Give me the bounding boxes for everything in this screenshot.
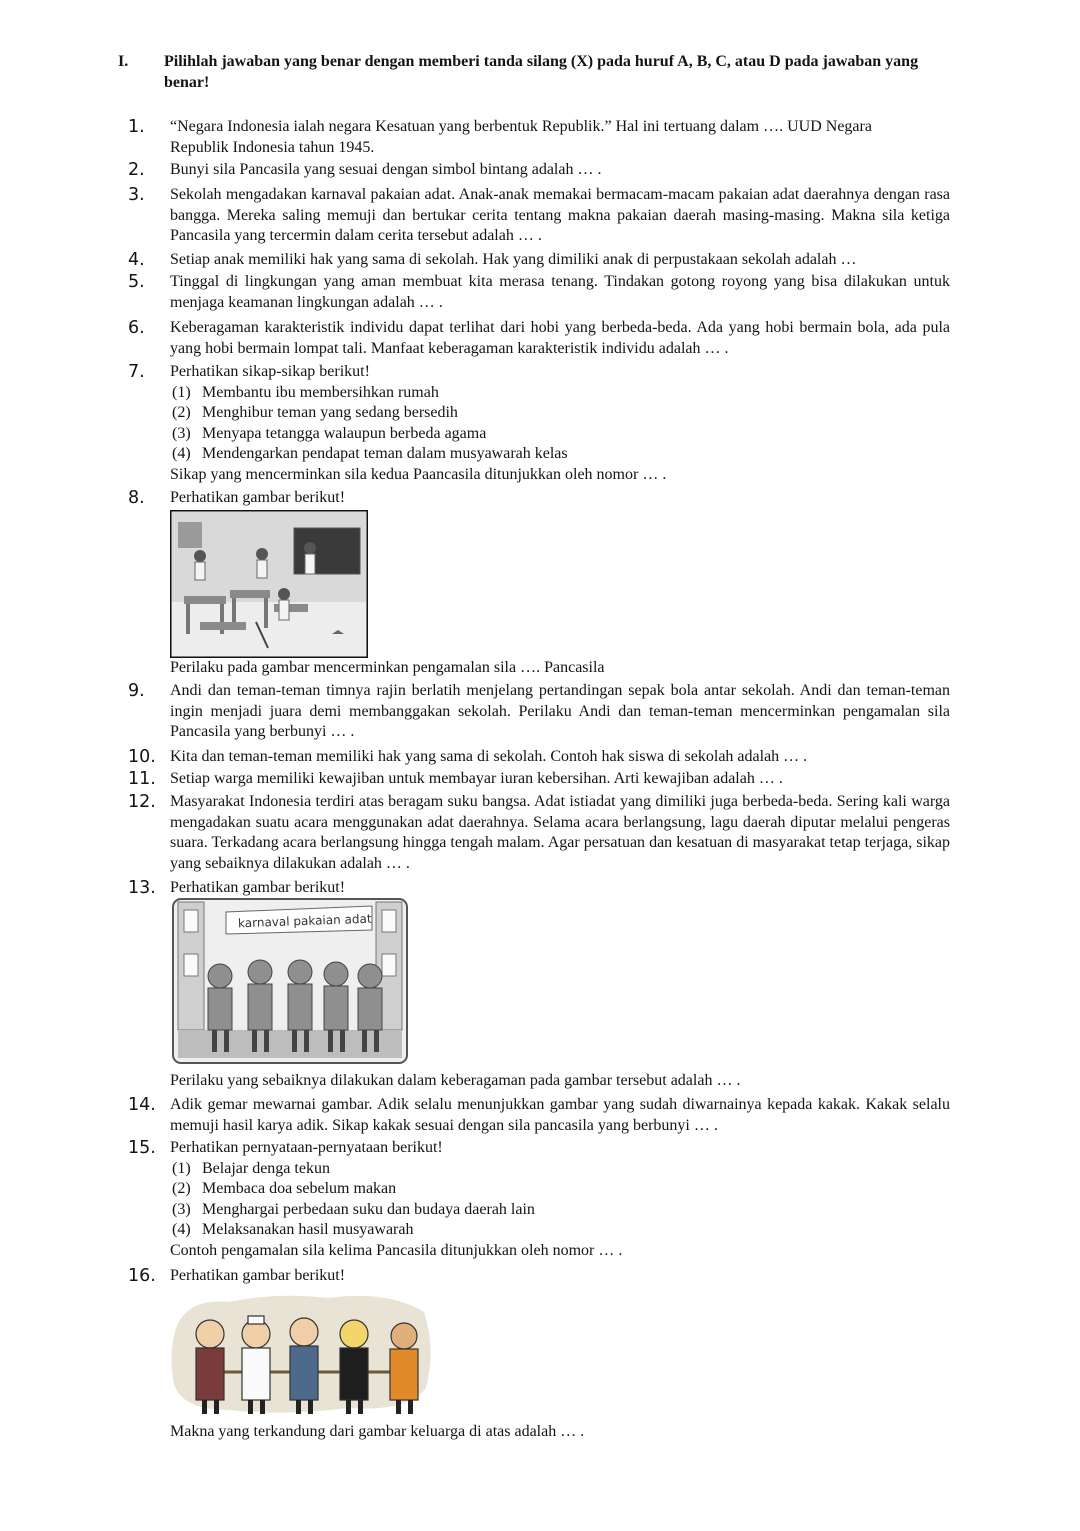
question-15 — [128, 1138, 950, 1261]
question-1 — [128, 117, 950, 158]
question-6 — [128, 318, 950, 359]
option-text: Membantu ibu membersihkan rumah — [202, 383, 439, 401]
section-instruction: Pilihlah jawaban yang benar dengan memberi tanda silang (X) pada huruf A, B, C, atau D pada jawaban yang benar! — [164, 53, 919, 91]
question-number: 13. — [128, 878, 156, 898]
question-text: Perhatikan pernyataan-pernyataan berikut! — [170, 1139, 443, 1156]
question-3 — [128, 185, 950, 247]
question-11 — [128, 769, 950, 790]
classroom-cleaning-illustration — [170, 510, 368, 665]
question-prompt: Sikap yang mencerminkan sila kedua Paancasila ditunjukkan oleh nomor … . — [170, 465, 667, 483]
question-13 — [128, 878, 950, 899]
question-prompt: Contoh pengamalan sila kelima Pancasila ditunjukkan oleh nomor … . — [170, 1241, 623, 1259]
option-text: Menghibur teman yang sedang bersedih — [202, 404, 458, 421]
question-text: Perhatikan gambar berikut! — [170, 1267, 346, 1284]
option-item — [170, 403, 950, 424]
question-9 — [128, 681, 950, 743]
question-number: 12. — [128, 792, 156, 812]
question-number: 5. — [128, 272, 145, 292]
question-number: 3. — [128, 185, 145, 205]
question-8-prompt — [128, 658, 950, 679]
question-text: Perhatikan gambar berikut! — [170, 879, 346, 896]
option-item — [170, 1220, 950, 1241]
option-number: (3) — [172, 424, 191, 442]
question-14 — [128, 1095, 950, 1136]
option-list — [170, 1159, 950, 1241]
question-16 — [128, 1266, 950, 1287]
question-text: “Negara Indonesia ialah negara Kesatuan yang berbentuk Republik.” Hal ini tertuang dalam …. UUD Negara Republik Indonesia tahun 1945. — [170, 118, 872, 156]
question-8 — [128, 488, 950, 509]
religious-diversity-illustration — [168, 1288, 438, 1429]
carnival-banner-text: karnaval pakaian adat — [237, 911, 372, 931]
question-text: Bunyi sila Pancasila yang sesuai dengan simbol bintang adalah … . — [170, 161, 602, 178]
question-text: Adik gemar mewarnai gambar. Adik selalu menunjukkan gambar yang sudah diwarnainya kepada kakak. Kakak selalu memuji hasil karya adik. Sikap kakak sesuai dengan sila pancasila yang berbunyi … . — [170, 1096, 950, 1134]
question-2 — [128, 160, 950, 181]
question-number: 6. — [128, 318, 145, 338]
option-number: (1) — [172, 383, 191, 401]
question-text: Perhatikan sikap-sikap berikut! — [170, 363, 370, 380]
question-text: Tinggal di lingkungan yang aman membuat kita merasa tenang. Tindakan gotong royong yang bisa dilakukan untuk menjaga keamanan lingkungan adalah … . — [170, 273, 950, 311]
option-text: Melaksanakan hasil musyawarah — [202, 1221, 414, 1238]
costume-carnival-illustration — [172, 898, 408, 1064]
option-item — [170, 1179, 950, 1200]
option-item — [170, 1200, 950, 1221]
question-number: 11. — [128, 769, 156, 789]
option-number: (3) — [172, 1200, 191, 1218]
question-number: 8. — [128, 488, 145, 508]
question-number: 7. — [128, 362, 145, 382]
option-item — [170, 424, 950, 445]
question-5 — [128, 272, 950, 313]
question-16-prompt — [128, 1422, 950, 1443]
section-header — [118, 52, 948, 93]
option-number: (2) — [172, 1180, 191, 1197]
option-number: (1) — [172, 1159, 191, 1177]
option-number: (4) — [172, 1221, 191, 1238]
question-text: Kita dan teman-teman memiliki hak yang sama di sekolah. Contoh hak siswa di sekolah adalah … . — [170, 748, 808, 765]
question-number: 14. — [128, 1095, 156, 1115]
option-text: Menghargai perbedaan suku dan budaya daerah lain — [202, 1200, 535, 1218]
option-list — [170, 383, 950, 465]
question-number: 10. — [128, 747, 156, 767]
question-number: 2. — [128, 160, 145, 180]
option-text: Belajar denga tekun — [202, 1159, 330, 1177]
question-prompt: Perilaku pada gambar mencerminkan pengamalan sila …. Pancasila — [170, 659, 605, 676]
question-text: Setiap anak memiliki hak yang sama di sekolah. Hak yang dimiliki anak di perpustakaan sekolah adalah … — [170, 251, 857, 268]
question-text: Andi dan teman-teman timnya rajin berlatih menjelang pertandingan sepak bola antar sekolah. Andi dan teman-teman ingin menjadi juara demi membanggakan sekolah. Perilaku Andi dan teman-teman mencerminkan pengamalan sila Pancasila yang berbunyi … . — [170, 682, 950, 740]
question-number: 16. — [128, 1266, 156, 1286]
question-prompt: Makna yang terkandung dari gambar keluarga di atas adalah … . — [170, 1423, 585, 1440]
option-item — [170, 1159, 950, 1180]
question-13-prompt — [128, 1071, 950, 1092]
option-item — [170, 444, 950, 465]
question-text: Perhatikan gambar berikut! — [170, 489, 346, 506]
question-7 — [128, 362, 950, 485]
question-number: 1. — [128, 117, 145, 137]
option-item — [170, 383, 950, 404]
option-text: Mendengarkan pendapat teman dalam musyawarah kelas — [202, 445, 568, 462]
question-number: 9. — [128, 681, 145, 701]
option-text: Membaca doa sebelum makan — [202, 1180, 397, 1197]
question-text: Sekolah mengadakan karnaval pakaian adat. Anak-anak memakai bermacam-macam pakaian adat daerahnya dengan rasa bangga. Mereka saling memuji dan bertukar cerita tentang makna pakaian daerah masing-masing. Makna sila ketiga Pancasila yang tercermin dalam cerita tersebut adalah … . — [170, 186, 950, 244]
option-number: (4) — [172, 445, 191, 462]
question-text: Keberagaman karakteristik individu dapat terlihat dari hobi yang berbeda-beda. Ada yang hobi bermain bola, ada pula yang hobi bermain lompat tali. Manfaat keberagaman karakteristik individu adalah … . — [170, 319, 950, 357]
option-text: Menyapa tetangga walaupun berbeda agama — [202, 424, 487, 442]
question-12 — [128, 792, 950, 874]
question-number: 15. — [128, 1138, 156, 1158]
question-10 — [128, 747, 950, 768]
question-text: Masyarakat Indonesia terdiri atas beragam suku bangsa. Adat istiadat yang dimiliki juga berbeda-beda. Sering kali warga mengadakan suatu acara menggunakan adat daerahnya. Selama acara berlangsung, lagu daerah diputar melalui pengeras suara. Terkadang acara berlangsung hingga tengah malam. Agar persatuan dan kesatuan di masyarakat tetap terjaga, sikap yang sebaiknya dilakukan adalah … . — [170, 793, 950, 872]
question-prompt: Perilaku yang sebaiknya dilakukan dalam keberagaman pada gambar tersebut adalah … . — [170, 1072, 741, 1089]
question-4 — [128, 250, 950, 271]
section-number: I. — [118, 53, 129, 70]
question-number: 4. — [128, 250, 145, 270]
option-number: (2) — [172, 404, 191, 421]
question-text: Setiap warga memiliki kewajiban untuk membayar iuran kebersihan. Arti kewajiban adalah … . — [170, 770, 783, 787]
